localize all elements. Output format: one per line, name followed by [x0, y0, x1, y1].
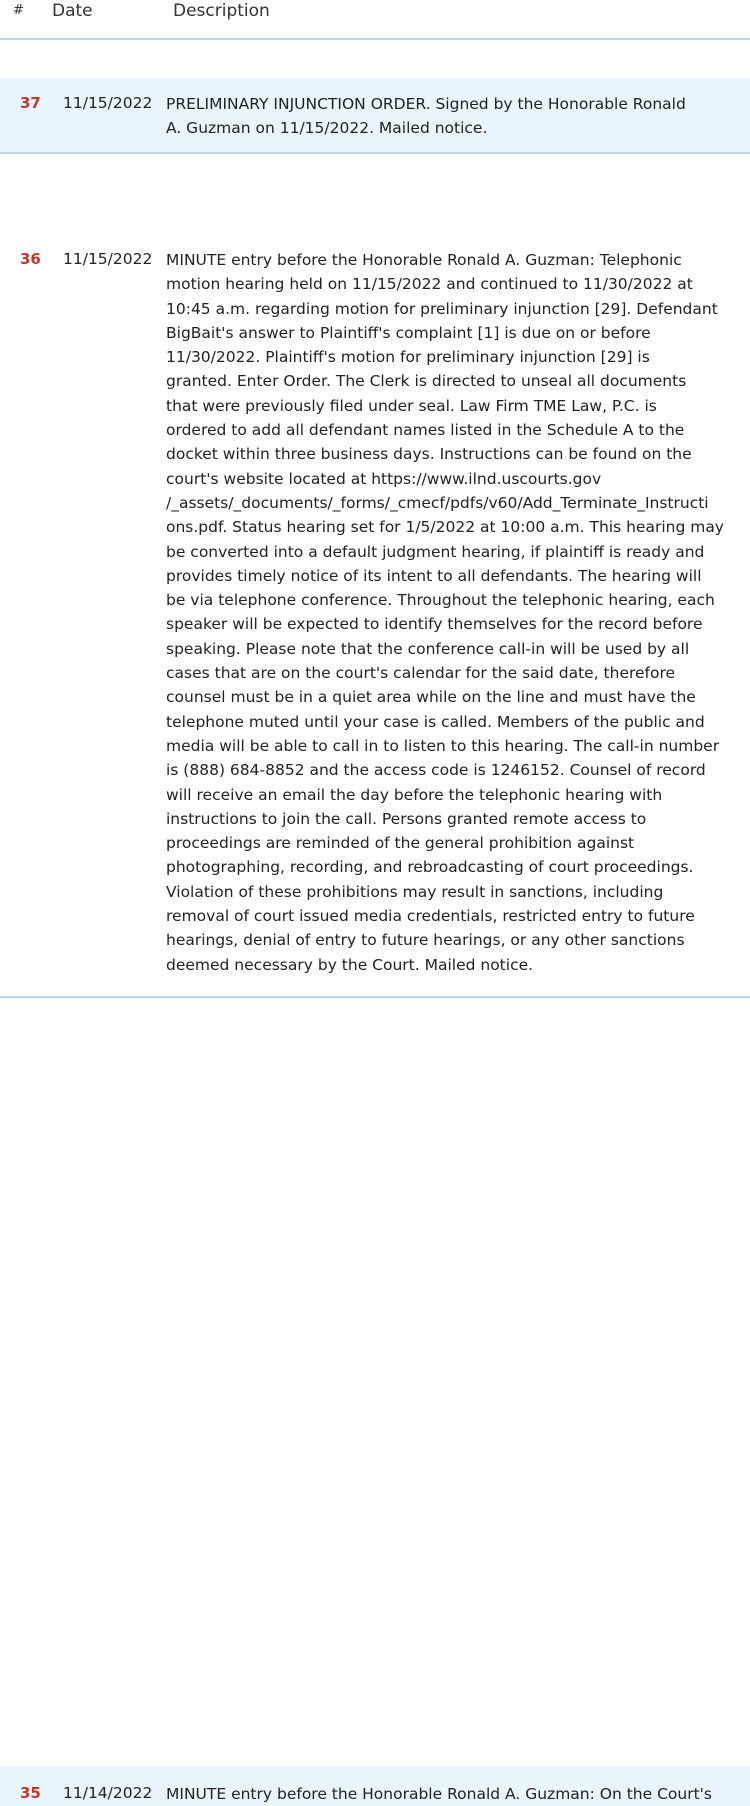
entry-description	[166, 1782, 741, 1806]
description-line: counsel must be in a quiet area while on the line and must have the	[166, 688, 696, 707]
description-line: hearings, denial of entry to future hearings, or any other sanctions	[166, 931, 685, 950]
description-line: cases that are on the court's calendar for the said date, therefore	[166, 664, 676, 683]
description-line: be converted into a default judgment hearing, if plaintiff is ready and	[166, 542, 705, 561]
description-line: will receive an email the day before the telephonic hearing with	[166, 785, 663, 804]
description-line: media will be able to call in to listen to this hearing. The call-in number	[166, 736, 720, 755]
description-line: MINUTE entry before the Honorable Ronald A. Guzman: On the Court's	[166, 1785, 712, 1803]
description-line: /_assets/_documents/_forms/_cmecf/pdfs/v60/Add_Terminate_Instructi	[166, 493, 709, 512]
description-line: PRELIMINARY INJUNCTION ORDER. Signed by the Honorable Ronald	[166, 95, 686, 113]
description-line: telephone muted until your case is called. Members of the public and	[166, 712, 705, 731]
description-line: A. Guzman on 11/15/2022. Mailed notice.	[166, 119, 488, 138]
table-header	[0, 0, 750, 40]
entry-date: 11/15/2022	[63, 94, 153, 112]
description-line: that were previously filed under seal. Law Firm TME Law, P.C. is	[166, 396, 657, 415]
description-line: provides timely notice of its intent to all defendants. The hearing will	[166, 566, 702, 585]
description-line: photographing, recording, and rebroadcasting of court proceedings.	[166, 858, 694, 877]
column-header-number: #	[13, 3, 24, 18]
description-line: deemed necessary by the Court. Mailed notice.	[166, 955, 534, 974]
description-line: ons.pdf. Status hearing set for 1/5/2022 at 10:00 a.m. This hearing may	[166, 518, 724, 537]
table-row	[0, 78, 750, 154]
description-line: is (888) 684-8852 and the access code is 1246152. Counsel of record	[166, 761, 706, 780]
description-line: speaking. Please note that the conference call-in will be used by all	[166, 639, 690, 658]
description-line: instructions to join the call. Persons granted remote access to	[166, 809, 647, 828]
column-header-description: Description	[173, 1, 270, 21]
docket-entry-number-link[interactable]: 37	[20, 94, 41, 112]
description-line: MINUTE entry before the Honorable Ronald A. Guzman: Telephonic	[166, 251, 682, 269]
description-line: docket within three business days. Instructions can be found on the	[166, 445, 692, 464]
description-line: speaker will be expected to identify themselves for the record before	[166, 615, 703, 634]
description-line: proceedings are reminded of the general prohibition against	[166, 834, 635, 853]
description-line: court's website located at https://www.ilnd.uscourts.gov	[166, 469, 602, 488]
entry-date: 11/15/2022	[63, 250, 153, 268]
description-line: ordered to add all defendant names listed in the Schedule A to the	[166, 421, 685, 440]
column-header-date: Date	[52, 1, 93, 21]
description-line: be via telephone conference. Throughout the telephonic hearing, each	[166, 591, 715, 610]
docket-entry-number-link[interactable]: 35	[20, 1784, 41, 1802]
table-row	[0, 1766, 750, 1806]
description-line: motion hearing held on 11/15/2022 and continued to 11/30/2022 at	[166, 275, 693, 294]
description-line: 10:45 a.m. regarding motion for preliminary injunction [29]. Defendant	[166, 299, 718, 318]
description-line: granted. Enter Order. The Clerk is directed to unseal all documents	[166, 372, 687, 391]
description-line: Violation of these prohibitions may result in sanctions, including	[166, 882, 664, 901]
entry-description	[166, 92, 741, 141]
entry-date: 11/14/2022	[63, 1784, 153, 1802]
description-line: removal of court issued media credentials, restricted entry to future	[166, 907, 695, 926]
entry-description	[166, 248, 741, 977]
description-line: 11/30/2022. Plaintiff's motion for preliminary injunction [29] is	[166, 348, 650, 367]
description-line: BigBait's answer to Plaintiff's complaint [1] is due on or before	[166, 323, 651, 342]
table-row	[0, 230, 750, 998]
docket-entry-number-link[interactable]: 36	[20, 250, 41, 268]
